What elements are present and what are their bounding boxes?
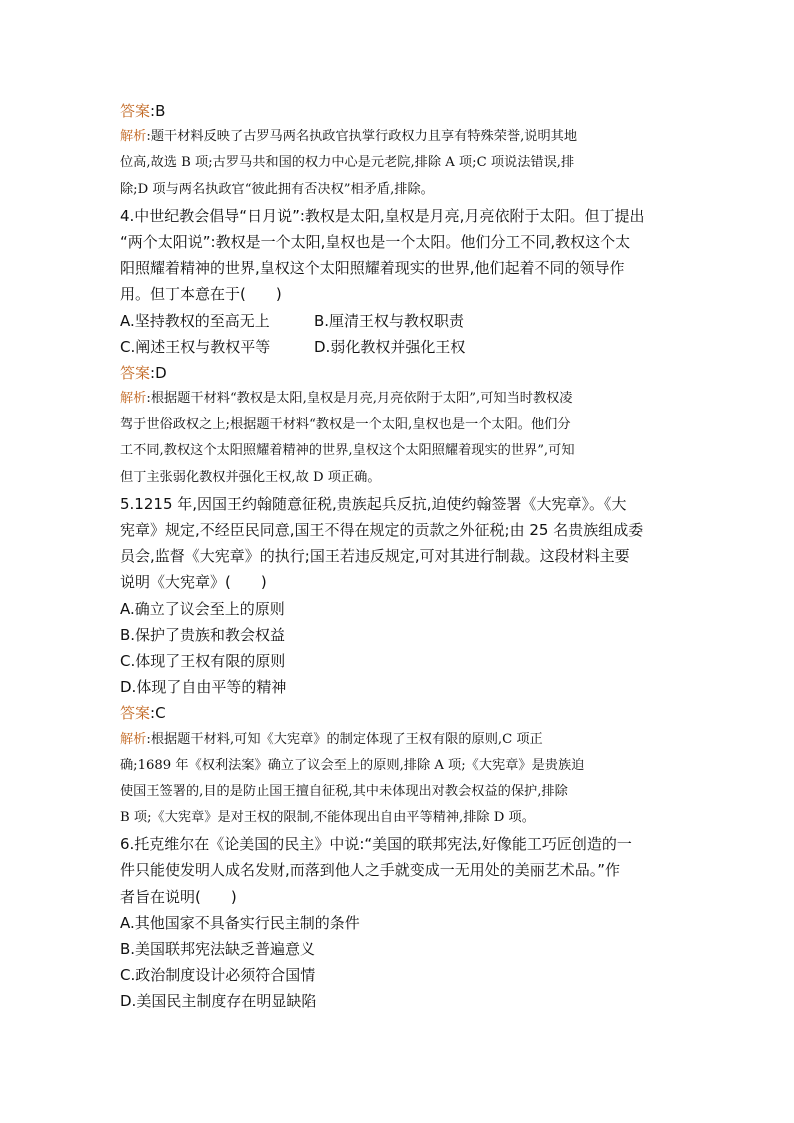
answer-label: 答案 xyxy=(120,363,151,382)
question-stem-line: 说明《大宪章》( ) xyxy=(120,573,267,592)
option-b: B.保护了贵族和教会权益 xyxy=(120,625,286,644)
explanation-line: 解析:题干材料反映了古罗马两名执政官执掌行政权力且享有特殊荣誉,说明其地 xyxy=(120,129,578,145)
question-stem-line: 件只能使发明人成名发财,而落到他人之手就变成一无用处的美丽艺术品。”作 xyxy=(120,861,621,880)
question-stem-line: 者旨在说明( ) xyxy=(120,887,237,906)
explanation-label: 解析 xyxy=(120,129,147,145)
explanation-line: 确;1689 年《权利法案》确立了议会至上的原则,排除 A 项;《大宪章》是贵族迫 xyxy=(120,757,585,773)
answer-line xyxy=(120,360,680,386)
option-c: C.体现了王权有限的原则 xyxy=(120,651,286,670)
question-stem-line: 用。但丁本意在于( ) xyxy=(120,285,282,304)
answer-label: 答案 xyxy=(120,704,151,723)
explanation-line: 解析:根据题干材料“教权是太阳,皇权是月亮,月亮依附于太阳”,可知当时教权凌 xyxy=(120,391,573,407)
question-stem-line: “两个太阳说”:教权是一个太阳,皇权也是一个太阳。他们分工不同,教权这个太 xyxy=(120,232,631,251)
option-a: A.确立了议会至上的原则 xyxy=(120,599,285,618)
option-a: A.坚持教权的至高无上 xyxy=(120,311,270,330)
explanation-line: 但丁主张弱化教权并强化王权,故 D 项正确。 xyxy=(120,469,381,485)
question-stem-line: 4.中世纪教会倡导“日月说”:教权是太阳,皇权是月亮,月亮依附于太阳。但丁提出 xyxy=(120,206,645,225)
explanation-line: 工不同,教权这个太阳照耀着精神的世界,皇权这个太阳照耀着现实的世界”,可知 xyxy=(120,443,575,459)
question-stem-line: 5.1215 年,因国王约翰随意征税,贵族起兵反抗,迫使约翰签署《大宪章》。《大 xyxy=(120,494,627,513)
option-c: C.阐述王权与教权平等 xyxy=(120,337,271,356)
explanation-label: 解析 xyxy=(120,731,147,747)
answer-value: :D xyxy=(150,363,167,382)
explanation-line: B 项;《大宪章》是对王权的限制,不能体现出自由平等精神,排除 D 项。 xyxy=(120,810,535,826)
option-row xyxy=(120,334,680,360)
option-d: D.体现了自由平等的精神 xyxy=(120,678,287,697)
option-d: D.美国民主制度存在明显缺陷 xyxy=(120,992,317,1011)
question-stem-line: 阳照耀着精神的世界,皇权这个太阳照耀着现实的世界,他们起着不同的领导作 xyxy=(120,259,625,278)
explanation-label: 解析 xyxy=(120,391,147,407)
document-page xyxy=(120,98,680,1015)
option-row xyxy=(120,308,680,334)
explanation-line: 使国王签署的,目的是防止国王擅自征税,其中未体现出对教会权益的保护,排除 xyxy=(120,783,568,799)
question-stem-line: 宪章》规定,不经臣民同意,国王不得在规定的贡款之外征税;由 25 名贵族组成委 xyxy=(120,521,644,539)
option-b: B.厘清王权与教权职责 xyxy=(314,311,465,330)
explanation-line: 解析:根据题干材料,可知《大宪章》的制定体现了王权有限的原则,C 项正 xyxy=(120,731,543,747)
option-b: B.美国联邦宪法缺乏普遍意义 xyxy=(120,940,316,958)
option-d: D.弱化教权并强化王权 xyxy=(314,337,466,356)
explanation-line: 驾于世俗政权之上;根据题干材料“教权是一个太阳,皇权也是一个太阳。他们分 xyxy=(120,417,571,433)
answer-label: 答案 xyxy=(120,102,151,120)
explanation-line: 位高,故选 B 项;古罗马共和国的权力中心是元老院,排除 A 项;C 项说法错误,排 xyxy=(120,155,575,171)
answer-line xyxy=(120,98,680,124)
option-a: A.其他国家不具备实行民主制的条件 xyxy=(120,913,360,932)
answer-line xyxy=(120,700,680,726)
explanation-line: 除;D 项与两名执政官“彼此拥有否决权”相矛盾,排除。 xyxy=(120,181,434,197)
question-stem-line: 员会,监督《大宪章》的执行;国王若违反规定,可对其进行制裁。这段材料主要 xyxy=(120,547,630,566)
answer-value: :B xyxy=(150,102,166,120)
option-c: C.政治制度设计必须符合国情 xyxy=(120,966,316,985)
question-stem-line: 6.托克维尔在《论美国的民主》中说:“美国的联邦宪法,好像能工巧匠创造的一 xyxy=(120,835,632,854)
answer-value: :C xyxy=(150,704,166,723)
